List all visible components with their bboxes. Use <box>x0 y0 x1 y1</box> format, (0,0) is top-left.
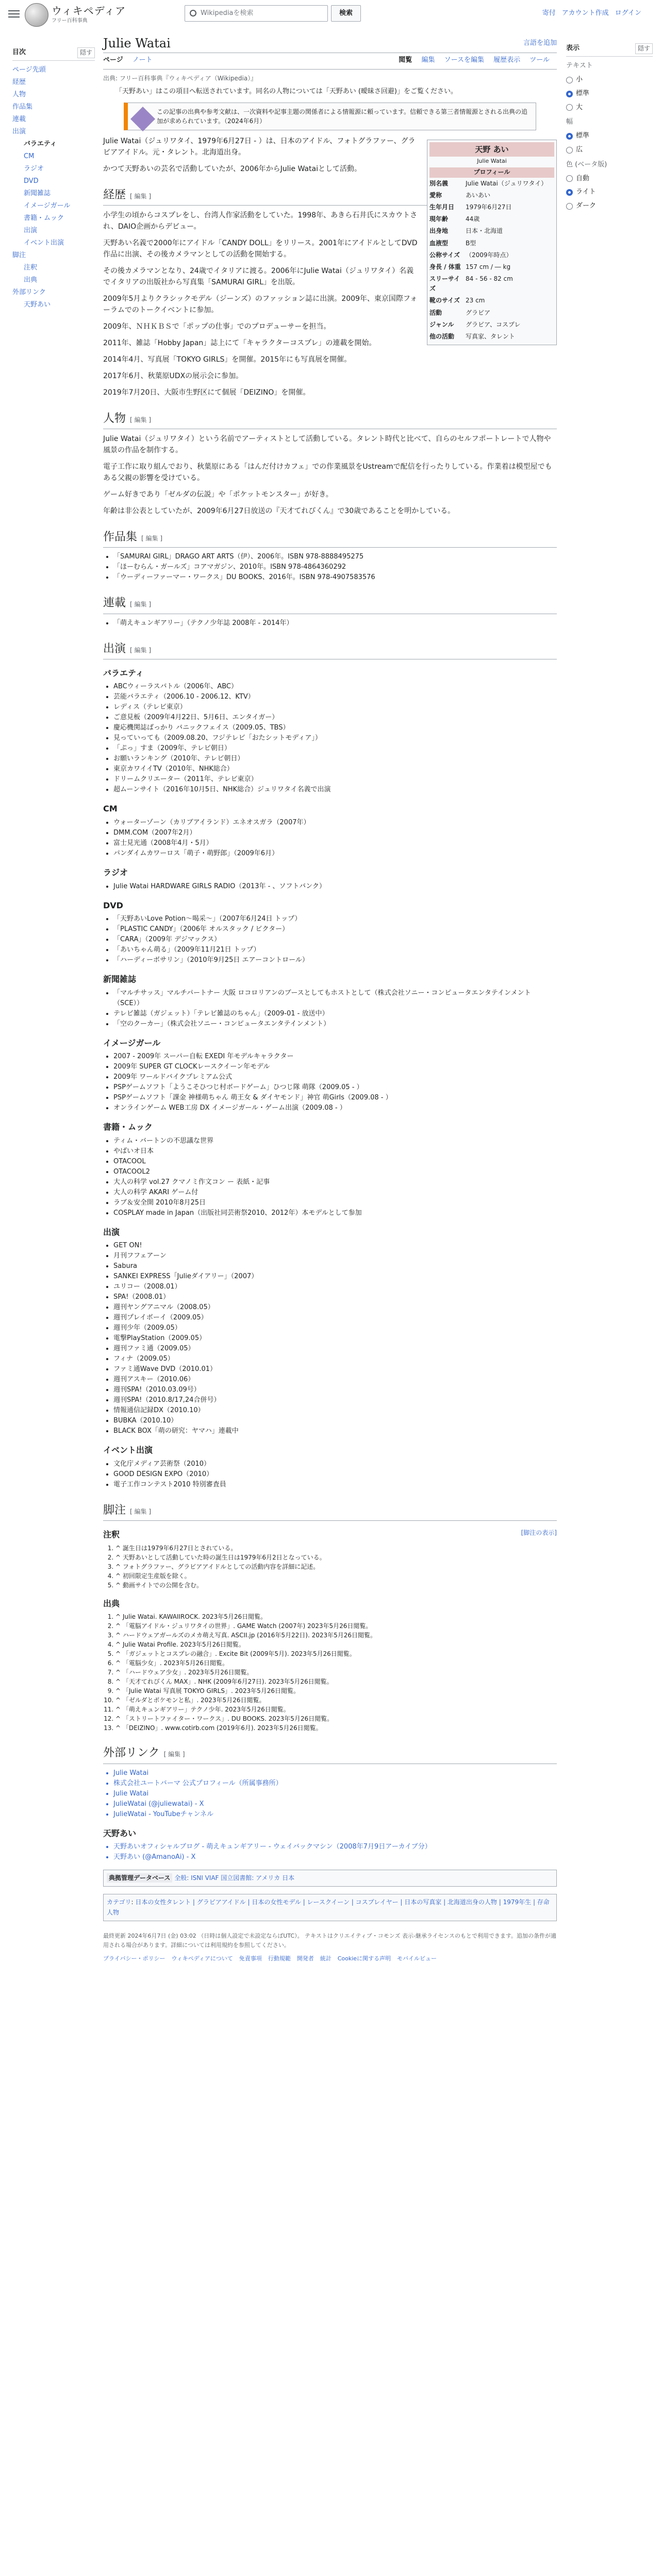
variety-item: • ご意見板（2009年4月22日、5月6日、エンタイガー） <box>113 713 557 723</box>
career-paragraph: 2017年6月、秋葉原UDXの展示会に参加。 <box>103 371 243 380</box>
show-refs-toggle[interactable]: [脚注の表示] <box>521 1529 557 1537</box>
sources-warning-box <box>124 103 536 130</box>
infobox-row <box>429 307 554 319</box>
person-paragraph: ゲーム好きであり「ゼルダの伝説」や「ポケットモンスター」が好き。 <box>103 490 333 499</box>
source-item: 7. ^ 「ハードウェア少女」. 2023年5月26日閲覧。 <box>115 1668 557 1677</box>
wikipedia-logo[interactable] <box>25 3 126 27</box>
appearance-title: 表示 <box>566 44 580 52</box>
source-item: 13. ^ 「DEIZINO」. www.cotirb.com (2019年6月). 2023年5月26日閲覧。 <box>115 1723 557 1733</box>
section-notes-title: 脚注 <box>103 1504 126 1517</box>
source-item: 9. ^ 「Julie Watai 写真展 TOKYO GIRLS」. 2023年5月26日閲覧。 <box>115 1686 557 1696</box>
radio-icon <box>566 104 573 111</box>
section-career-title: 経歴 <box>103 188 126 201</box>
section-ext-title: 外部リンク <box>103 1747 160 1760</box>
ext-item[interactable]: • 株式会社ユートバーマ 公式プロフィール（所属事務所） <box>113 1778 557 1789</box>
toc-title: 目次 <box>12 48 26 56</box>
annot-item: 4. ^ 初回限定生産版を除く。 <box>115 1571 557 1581</box>
source-item: 8. ^ 「天才てれびくん MAX」. NHK (2009年6月27日). 2023年5月26日閲覧。 <box>115 1677 557 1686</box>
toc-item[interactable]: DVD <box>24 177 39 185</box>
career-paragraph: 2011年、雑誌「Hobby Japan」誌上にて「キャラクターコスプレ」の連載を開始。 <box>103 338 376 347</box>
variety-item: • ドリームクリエーター（2011年、テレビ東京） <box>113 774 557 785</box>
section-works-heading <box>103 528 557 548</box>
annot-item: 5. ^ 動画サイトでの公開を含む。 <box>115 1581 557 1590</box>
toc-item[interactable]: イメージガール <box>24 202 71 210</box>
image-item: • PSPゲームソフト「課金 神様萌ちゃん 萌王女 & ダイヤモンド」神官 萌Girls（2009.08 - ） <box>113 1093 557 1103</box>
career-paragraph: その後カメラマンとなり、24歳でイタリアに渡る。2006年にJulie Watai（ジュリワタイ）名義でイタリアの出版社から写真集「SAMURAI GIRL」を出版。 <box>103 266 414 286</box>
site-header <box>0 0 662 29</box>
edit-link[interactable]: [ 編集 ] <box>141 535 163 543</box>
tv-item: • 週刊少年（2009.05） <box>113 1323 557 1333</box>
news-item: • テレビ雑誌（ガジェット）「テレビ雑誌のちゃん」（2009-01 - 放送中） <box>113 1009 557 1019</box>
variety-item: • お願いランキング（2010年、テレビ朝日） <box>113 754 557 764</box>
section-serial-heading <box>103 594 557 614</box>
ext-item[interactable]: • JulieWatai (@juliewatai) - X <box>113 1799 557 1809</box>
career-paragraph: 天野あい名義で2000年にアイドル「CANDY DOLL」をリリース。2001年にアイドルとしてDVD作品に出演、その後カメラマンとしての活動を開始する。 <box>103 239 418 259</box>
color-dark-label: ダーク <box>576 202 597 210</box>
intro-paragraph-2: かつて天野あいの芸名で活動していたが、2006年からJulie Wataiとして活動。 <box>103 164 361 173</box>
tv-item: • 週刊SPA!（2010.8/17,24合併号） <box>113 1395 557 1405</box>
person-paragraph: Julie Watai（ジュリワタイ）という名前でアーティストとして活動している。タレント時代と比べて、自らのセルフポートレートで人物や風景の作品を制作する。 <box>103 435 551 455</box>
section-appear-title: 出演 <box>103 642 126 655</box>
infobox-key: 別名義 <box>429 179 449 187</box>
tab-edit[interactable]: 編集 <box>421 56 435 64</box>
tv-item: • BUBKA（2010.10） <box>113 1416 557 1426</box>
tv-item: • BLACK BOX「萌の研究：ヤマハ」連載中 <box>113 1426 557 1436</box>
source-item: 6. ^ 「電脳少女」. 2023年5月26日閲覧。 <box>115 1658 557 1668</box>
footer-link[interactable]: 免責事項 <box>239 1955 262 1962</box>
tab-talk[interactable]: ノート <box>132 56 153 64</box>
career-paragraph: 2009年5月よりクラシックモデル（ジーンズ）のファッション誌に出演。2009年、東京国際フォーラムでのトークイベントに参加。 <box>103 294 418 314</box>
person-paragraph: 年齢は非公表としていたが、2009年6月27日放送の『天才てれびくん』で30歳であることを明かしている。 <box>103 507 455 516</box>
tv-item: • 月刊フフェアーン <box>113 1251 557 1261</box>
tv-item: • 週刊ヤングアニマル（2008.05） <box>113 1302 557 1313</box>
ext-item[interactable]: • Julie Watai <box>113 1768 557 1778</box>
source-heading: 出典 <box>103 1598 120 1608</box>
book-item: • 大人の科学 AKARI ゲーム付 <box>113 1188 557 1198</box>
page-title-bar <box>103 29 557 53</box>
annot-item: 1. ^ 誕生日は1979年6月27日とされている。 <box>115 1544 557 1553</box>
menu-icon[interactable] <box>8 8 20 20</box>
text-size-label: テキスト <box>566 62 593 70</box>
category-label[interactable]: カテゴリ <box>107 1899 131 1906</box>
color-label: 色 (ベータ版) <box>566 160 607 168</box>
tv-item: • フィナ（2009.05） <box>113 1354 557 1364</box>
annot-heading <box>103 1528 557 1541</box>
text-size-large-label: 大 <box>576 103 583 111</box>
cm-item: • 富士見光通（2008年4月・5月） <box>113 838 557 849</box>
works-item: • 「ウーディーファーマー・ワークス」DU BOOKS、2016年。ISBN 978-4907583576 <box>113 572 557 583</box>
cm-item: • ウォーターゾーン（カリブアイランド）エネオスガラ（2007年） <box>113 818 557 828</box>
category-box: カテゴリ: 日本の女性タレント | グラビアアイドル | 日本の女性モデル | レースクイーン | コスプレイヤー | 日本の写真家 | 北海道出身の人物 | 1979年生 | 存命人物 <box>103 1894 557 1921</box>
color-light-label: ライト <box>576 188 596 196</box>
tv-item: • 情報通信記録DX（2010.10） <box>113 1405 557 1416</box>
tab-read[interactable]: 閲覧 <box>399 56 412 64</box>
footer-link[interactable]: 開発者 <box>296 1955 314 1962</box>
infobox-value: （2009年時点） <box>466 251 512 259</box>
image-item: • オンラインゲーム WEB工房 DX イメージガール・ゲーム出演（2009.08 - ） <box>113 1103 557 1113</box>
infobox-key: 出身地 <box>429 227 449 235</box>
add-language-button[interactable]: 言語を追加 <box>523 39 557 47</box>
image-girl-heading: イメージガール <box>103 1038 161 1048</box>
infobox-row <box>429 225 554 237</box>
appearance-hide-button[interactable]: 隠す <box>635 43 653 54</box>
infobox-row <box>429 273 554 295</box>
variety-item: • 東京カワイイTV（2010年、NHK総合） <box>113 764 557 774</box>
edit-link[interactable]: [ 編集 ] <box>163 1751 185 1758</box>
source-item: 12. ^ 「ストリートファイター・ワークス」. DU BOOKS. 2023年5月26日閲覧。 <box>115 1714 557 1723</box>
career-paragraph: 2009年、ＮＨＫＢＳで「ポップの仕事」でのプロデューサーを担当。 <box>103 322 331 331</box>
search-input[interactable] <box>185 5 328 22</box>
infobox-value: 日本・北海道 <box>466 227 503 235</box>
cm-item: • パンダイムカワーロス「萌子・萌野郎」（2009年6月） <box>113 849 557 859</box>
tv-item: • SPA!（2008.01） <box>113 1292 557 1302</box>
infobox-row <box>429 295 554 307</box>
tab-tools[interactable]: ツール <box>529 56 550 64</box>
infobox-row <box>429 249 554 261</box>
news-item: • 「空のクーカー」（株式会社ソニー・コンピュータエンタテインメント） <box>113 1019 557 1029</box>
dvd-item: • 「あいちゃん萌る」（2009年11月21日 トップ） <box>113 945 557 955</box>
infobox-key: ジャンル <box>429 320 454 328</box>
variety-item: • ABCウィーラスバトル（2006年、ABC） <box>113 682 557 692</box>
main-content <box>103 29 557 1963</box>
annot-item: 3. ^ フォトグラファー、グラビアアイドルとしての活動内容を詳細に記述。 <box>115 1562 557 1571</box>
width-standard[interactable] <box>566 131 653 142</box>
infobox-value: グラビア、コスプレ <box>466 320 521 328</box>
hatnote: 「天野あい」はこの項目へ転送されています。同名の人物については「天野あい (曖昧さ回避)」をご覧ください。 <box>115 87 457 95</box>
footer-link[interactable]: ウィキペディアについて <box>171 1955 233 1962</box>
color-dark[interactable] <box>566 201 653 212</box>
category-list[interactable]: 日本の女性タレント | グラビアアイドル | 日本の女性モデル | レースクイーン | コスプレイヤー | 日本の写真家 | 北海道出身の人物 | 1979年生 | 存命人物 <box>107 1899 550 1916</box>
image-item: • 2009年 SUPER GT CLOCKレースクイーン年モデル <box>113 1062 557 1072</box>
radio-icon <box>566 203 573 210</box>
toc-item[interactable]: 経歴 <box>12 78 26 87</box>
tab-page[interactable]: ページ <box>103 56 123 64</box>
career-paragraph: 小学生の頃からコスプレをし、台湾人作家活動をしていた。1998年、あきら石井氏にスカウトされ、DAIO企画からデビュー。 <box>103 211 418 231</box>
section-ext-heading <box>103 1744 557 1764</box>
toc-item[interactable]: 出演 <box>24 227 38 235</box>
toc-item[interactable]: 人物 <box>12 91 26 99</box>
source-item: 3. ^ ハードウェアガールズのメカ萌え写真. ASCII.jp (2016年5月22日). 2023年5月26日閲覧。 <box>115 1631 557 1640</box>
book-item: • OTACOOL <box>113 1157 557 1167</box>
width-standard-label: 標準 <box>576 132 590 140</box>
radio-heading: ラジオ <box>103 867 128 877</box>
variety-item: • 見っていっても（2009.08.20、フジテレビ「おたシットモディア」） <box>113 733 557 743</box>
news-heading: 新聞雑誌 <box>103 974 137 985</box>
toc-item[interactable]: ラジオ <box>24 165 44 173</box>
tab-history[interactable]: 履歴表示 <box>493 56 521 64</box>
infobox-key: 活動 <box>429 309 442 316</box>
create-account-link[interactable]: アカウント作成 <box>561 9 609 17</box>
text-size-small-label: 小 <box>576 75 583 83</box>
infobox-row <box>429 201 554 213</box>
source-item: 11. ^ 「萌えキュンギアリー」テクノ少年. 2023年5月26日閲覧。 <box>115 1705 557 1714</box>
infobox-row <box>429 238 554 249</box>
infobox-row <box>429 178 554 190</box>
tv-item: • 電撃PlayStation（2009.05） <box>113 1333 557 1344</box>
infobox-value: グラビア <box>466 309 491 316</box>
dvd-item: • 「PLASTIC CANDY」（2006年 オルスタック / ビクター） <box>113 924 557 935</box>
tv-heading: 出演 <box>103 1227 120 1237</box>
tv-item: • ユリコー（2008.01） <box>113 1282 557 1292</box>
source-item: 10. ^ 「ゼルダとポケモンと私」. 2023年5月26日閲覧。 <box>115 1696 557 1705</box>
section-works-title: 作品集 <box>103 531 138 544</box>
section-person-title: 人物 <box>103 412 126 425</box>
variety-item: • 超ムーンサイト（2016年10月5日、NHK総合）ジュリワタイ名義で出演 <box>113 785 557 795</box>
text-size-large[interactable] <box>566 103 653 113</box>
tab-edit-source[interactable]: ソースを編集 <box>444 56 484 64</box>
infobox-key: 生年月日 <box>429 203 455 211</box>
toc-item[interactable]: イベント出演 <box>24 239 64 247</box>
infobox-value: 157 cm / ― kg <box>466 263 511 270</box>
toc-item[interactable]: 連載 <box>12 115 26 124</box>
footer-link[interactable]: Cookieに関する声明 <box>337 1955 391 1962</box>
toc-item[interactable]: バラエティ <box>24 140 57 148</box>
infobox-key: 身長 / 体重 <box>429 263 461 270</box>
edit-link[interactable]: [ 編集 ] <box>130 646 152 654</box>
infobox-value: B型 <box>466 239 476 247</box>
footer-link[interactable]: プライバシー・ポリシー <box>103 1955 166 1962</box>
authority-label: 典拠管理データベース <box>107 1873 172 1883</box>
infobox-row <box>429 319 554 331</box>
annot-item: 2. ^ 天野あいとして活動していた時の誕生日は1979年6月2日となっている。 <box>115 1553 557 1562</box>
infobox-row <box>429 213 554 225</box>
radio-icon <box>566 147 573 154</box>
variety-heading: バラエティ <box>103 668 144 678</box>
infobox-row <box>429 190 554 201</box>
section-person-heading <box>103 410 557 429</box>
tv-item: • 週刊アスキー（2010.06） <box>113 1375 557 1385</box>
toc-item[interactable]: 作品集 <box>12 103 33 111</box>
cm-item: • DMM.COM（2007年2月） <box>113 828 557 838</box>
infobox-value: Julie Watai（ジュリワタイ） <box>466 179 548 187</box>
book-item: • やばいオ日本 <box>113 1146 557 1157</box>
infobox-name: 天野 あい <box>429 142 554 157</box>
from-wikipedia: 出典: フリー百科事典『ウィキペディア（Wikipedia）』 <box>103 74 257 82</box>
career-paragraph: 2014年4月、写真展「TOKYO GIRLS」を開催。2015年にも写真展を開催。 <box>103 355 352 364</box>
infobox-row <box>429 331 554 343</box>
edit-link[interactable]: [ 編集 ] <box>130 601 152 608</box>
amano-heading: 天野あい <box>103 1828 137 1838</box>
login-link[interactable]: ログイン <box>615 9 641 17</box>
search-placeholder: Wikipediaを検索 <box>201 9 254 17</box>
person-paragraph: 電子工作に取り組んでおり、秋葉原にある「はんだ付けカフェ」での作業風景をUstreamで配信を行ったりしている。作業着は模型屋でもある父親の影響を受けている。 <box>103 463 552 483</box>
toc-item[interactable]: 出演 <box>12 128 26 136</box>
infobox-key: 他の活動 <box>429 333 455 340</box>
toc-hide-button[interactable]: 隠す <box>77 47 95 58</box>
event-item: • 電子工作コンテスト2010 特別審査員 <box>113 1480 557 1490</box>
toc-item[interactable]: 書籍・ムック <box>24 214 64 223</box>
annot-title: 注釈 <box>103 1530 120 1540</box>
section-appear-heading <box>103 640 557 659</box>
source-item: 2. ^ 「電脳アイドル・ジュリワタイの世界」. GAME Watch (2007年) 2023年5月26日閲覧。 <box>115 1621 557 1631</box>
section-notes-heading <box>103 1501 557 1521</box>
text-size-small[interactable] <box>566 75 653 86</box>
dvd-item: • 「CARA」（2009年 デジマックス） <box>113 935 557 945</box>
infobox-profile-header: プロフィール <box>429 167 554 177</box>
source-item: 1. ^ Julie Watai. KAWAIIROCK. 2023年5月26日閲覧。 <box>115 1612 557 1621</box>
toc-item[interactable]: 天野あい <box>24 301 51 309</box>
warning-text: この記事の出典や参考文献は、一次資料や記事主題の関係者による情報源に頼っています。信頼できる第三者情報源とされる出典の追加が求められています。（2024年6月） <box>157 108 528 125</box>
infobox-subname: Julie Watai <box>477 157 507 164</box>
book-item: • ラブ＆安全開 2010年8月25日 <box>113 1198 557 1208</box>
authority-control-box <box>103 1870 557 1887</box>
toc-item[interactable]: CM <box>24 152 35 161</box>
footer-link[interactable]: モバイルビュー <box>397 1955 437 1962</box>
cm-heading: CM <box>103 804 118 814</box>
radio-selected-icon <box>566 133 573 140</box>
intro-paragraph: Julie Watai（ジュリワタイ、1979年6月27日 - ）は、日本のアイドル、フォトグラファー、グラビアアイドル。元・タレント。北海道出身。 <box>103 137 416 157</box>
width-label: 幅 <box>566 118 573 126</box>
infobox-value: 84 - 56 - 82 cm <box>466 275 513 283</box>
toc-sidebar <box>12 47 95 311</box>
infobox-key: 公称サイズ <box>429 251 460 259</box>
career-paragraph: 2019年7月20日、大阪市生野区にて個展「DEIZINO」を開催。 <box>103 388 310 397</box>
search-button[interactable]: 検索 <box>331 5 361 22</box>
user-links <box>542 8 641 19</box>
color-auto[interactable] <box>566 174 653 184</box>
infobox-value: 1979年6月27日 <box>466 203 512 211</box>
image-item: • 2009年 ワールドバイクプレミアム公式 <box>113 1072 557 1082</box>
infobox-key: 靴のサイズ <box>429 297 460 304</box>
infobox-value: あいあい <box>466 191 491 199</box>
book-heading: 書籍・ムック <box>103 1122 153 1132</box>
logo-name: ウィキペディア <box>52 5 126 17</box>
amano-item[interactable]: • 天野あい (@AmanoAi) - X <box>113 1852 557 1862</box>
event-heading: イベント出演 <box>103 1445 153 1455</box>
tv-item: • ファミ通Wave DVD（2010.01） <box>113 1364 557 1375</box>
infobox-value: 23 cm <box>466 297 485 304</box>
text-size-standard[interactable] <box>566 89 653 99</box>
image-item: • 2007 - 2009年 スーパー自転 EXEDI 年モデルキャラクター <box>113 1052 557 1062</box>
infobox-key: 現年齢 <box>429 215 449 223</box>
toc-item[interactable]: 外部リンク <box>12 289 46 297</box>
radio-item: • Julie Watai HARDWARE GIRLS RADIO（2013年 - 、ソフトバンク） <box>113 882 557 892</box>
book-item: • ティム・バートンの不思議な世界 <box>113 1136 557 1146</box>
infobox-value: 写真家、タレント <box>466 333 515 340</box>
book-item: • COSPLAY made in Japan（出版社同芸術祭2010、2012年）本モデルとして参加 <box>113 1208 557 1218</box>
source-item: 5. ^ 「ガジェットとコスプレの融合」. Excite Bit (2009年5月). 2023年5月26日閲覧。 <box>115 1649 557 1658</box>
tv-item: • 週刊プレイボーイ（2009.05） <box>113 1313 557 1323</box>
toc-item[interactable]: 脚注 <box>12 251 26 260</box>
width-wide[interactable] <box>566 145 653 156</box>
radio-icon <box>566 77 573 83</box>
tv-item: • 週刊ファミ通（2009.05） <box>113 1344 557 1354</box>
variety-item: • レディス（テレビ東京） <box>113 702 557 713</box>
toc-item[interactable]: 出典 <box>24 276 38 284</box>
event-item: • GOOD DESIGN EXPO（2010） <box>113 1469 557 1480</box>
works-item: • 「SAMURAI GIRL」DRAGO ART ARTS（伊）、2006年。ISBN 978-8888495275 <box>113 552 557 562</box>
page-tabs <box>103 53 557 70</box>
radio-icon <box>566 175 573 182</box>
ext-item[interactable]: • JulieWatai - YouTubeチャンネル <box>113 1809 557 1820</box>
warning-icon <box>130 107 155 131</box>
width-wide-label: 広 <box>576 145 583 154</box>
globe-icon <box>25 3 48 27</box>
color-auto-label: 自動 <box>576 174 590 182</box>
footer-link[interactable]: 行動規範 <box>268 1955 291 1962</box>
logo-subtitle: フリー百科事典 <box>52 18 88 24</box>
appearance-header <box>566 43 653 57</box>
text-size-standard-label: 標準 <box>576 89 590 97</box>
edit-link[interactable]: [ 編集 ] <box>130 192 152 200</box>
book-item: • 大人の科学 vol.27 クマノミ作文コン ー 表紙・記事 <box>113 1177 557 1188</box>
variety-item: • 芸能バラエティ（2006.10 - 2006.12、KTV） <box>113 692 557 702</box>
infobox-key: 愛称 <box>429 191 442 199</box>
tv-item: • GET ON! <box>113 1241 557 1251</box>
page-title: Julie Watai <box>103 36 171 50</box>
book-item: • OTACOOL2 <box>113 1167 557 1177</box>
tv-item: • Sabura <box>113 1261 557 1272</box>
variety-item: • 慶応機関誌ばっかり バニックフェイス（2009.05、TBS） <box>113 723 557 733</box>
source-item: 4. ^ Julie Watai Profile. 2023年5月26日閲覧。 <box>115 1640 557 1649</box>
radio-selected-icon <box>566 91 573 97</box>
toc-item[interactable]: 新聞雑誌 <box>24 190 51 198</box>
toc-item[interactable]: 注釈 <box>24 264 38 272</box>
search-icon <box>190 10 196 16</box>
dvd-item: • 「ハーディーボサリン」（2010年9月25日 エアーコントロール） <box>113 955 557 965</box>
toc-header <box>12 47 95 61</box>
infobox <box>427 140 557 345</box>
donate-link[interactable]: 寄付 <box>542 9 556 17</box>
infobox-value: 44歳 <box>466 215 480 223</box>
footer-link[interactable]: 統計 <box>320 1955 332 1962</box>
edit-link[interactable]: [ 編集 ] <box>130 416 152 423</box>
variety-item: • 「ぷっ」すま（2009年、テレビ朝日） <box>113 743 557 754</box>
infobox-key: 血液型 <box>429 239 449 247</box>
footer-text: 最終更新 2024年6月7日 (金) 03:02 （日時は個人設定で未設定ならばUTC）。 テキストはクリエイティブ・コモンズ 表示-継承ライセンスのもとで利用できます。追加の条件が適用される場合があります。詳細については利用規約を参照してください。 <box>103 1932 557 1948</box>
tv-item: • SANKEI EXPRESS「Julieダイアリー」（2007） <box>113 1272 557 1282</box>
color-light[interactable] <box>566 187 653 198</box>
appearance-panel <box>566 43 653 215</box>
image-item: • PSPゲームソフト「ようこそひつじ村ボードゲーム」ひつじ隊 萌隊（2009.05 - ） <box>113 1082 557 1093</box>
amano-item[interactable]: • 天野あいオフィシャルブログ - 萌えキュンギアリー - ウェイバックマシン（2008年7月9日アーカイブ分） <box>113 1842 557 1852</box>
tv-item: • 週刊SPA!（2010.03.09号） <box>113 1385 557 1395</box>
authority-links[interactable]: 全般: ISNI VIAF 国立図書館: アメリカ 日本 <box>174 1874 295 1882</box>
infobox-row <box>429 261 554 273</box>
event-item: • 文化庁メディア芸術祭（2010） <box>113 1459 557 1469</box>
radio-selected-icon <box>566 189 573 196</box>
footer <box>103 1931 557 1963</box>
edit-link[interactable]: [ 編集 ] <box>130 1508 152 1516</box>
ext-item[interactable]: • Julie Watai <box>113 1789 557 1799</box>
toc-item[interactable]: ページ先頭 <box>12 66 46 74</box>
works-item: • 「ほーむらん・ガールズ」コアマガジン、2010年。ISBN 978-4864360292 <box>113 562 557 572</box>
dvd-item: • 「天野あいLove Potion～喝采～」（2007年6月24日 トップ） <box>113 914 557 924</box>
news-item: • 「マルチサッス」マルチパートナー 大阪 ロコロリアンのブースとしてもホストとして（株式会社ソニー・コンピュータエンタテインメント（SCE）） <box>113 988 557 1009</box>
infobox-key: スリーサイズ <box>429 275 460 293</box>
section-serial-title: 連載 <box>103 597 126 610</box>
serial-item: • 「萌えキュンギアリー」（テクノ少年誌 2008年 - 2014年） <box>113 618 557 629</box>
dvd-heading: DVD <box>103 900 123 910</box>
